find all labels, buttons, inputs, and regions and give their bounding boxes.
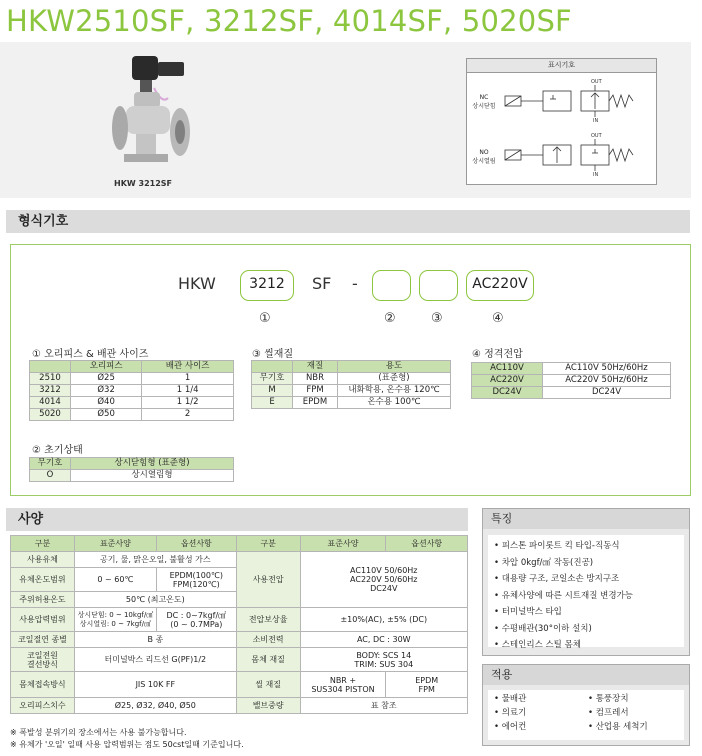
spec-line: 코일전원 xyxy=(26,650,58,660)
table-cell: 표 참조 xyxy=(300,698,467,714)
nc-label xyxy=(469,93,499,111)
feature-text: 피스톤 파이롯트 킥 타입-직동식 xyxy=(501,541,620,551)
table-cell: Ø40 xyxy=(71,397,142,409)
note-2: ※ 유체가 '오일' 일때 사용 압력범위는 점도 50cst일때 기준입니다. xyxy=(10,740,244,749)
feature-text: 스테인리스 스틸 몸체 xyxy=(501,640,582,650)
code-seal-box xyxy=(419,270,458,301)
table-row xyxy=(30,373,234,385)
initial-table xyxy=(29,457,234,482)
symbol-header: 표시기호 xyxy=(467,59,656,73)
table-row xyxy=(11,536,468,552)
product-caption: HKW 3212SF xyxy=(114,179,172,188)
list-item: • 수평배관(30°이하 설치) xyxy=(494,623,592,634)
table-cell: 1 xyxy=(142,373,234,385)
table-cell: 온수용 100℃ xyxy=(338,397,451,409)
table-cell: B 종 xyxy=(74,632,236,648)
features-list xyxy=(488,535,684,650)
page-title: HKW2510SF, 3212SF, 4014SF, 5020SF xyxy=(6,4,572,38)
table-cell: 전압보상율 xyxy=(236,608,300,632)
table-cell: 코일절연 종별 xyxy=(11,632,75,648)
table-cell: 몸체 재질 xyxy=(236,648,300,672)
no-label xyxy=(469,148,499,166)
table-row xyxy=(252,397,451,409)
nc-desc: 상시닫힘 xyxy=(472,103,496,110)
table-header: 구분 xyxy=(236,536,300,552)
table-cell: 무기호 xyxy=(30,458,71,470)
table-cell: 사용압력범위 xyxy=(11,608,75,632)
table-cell: Ø25 xyxy=(71,373,142,385)
spec-line: EPDM xyxy=(415,675,439,685)
spec-line: 결선방식 xyxy=(26,659,58,669)
table-cell: 밸브중량 xyxy=(236,698,300,714)
table-cell: DC24V xyxy=(472,387,543,399)
spec-line: 상시닫힘: 0 ~ 10kgf/㎠ xyxy=(77,610,154,619)
table-row xyxy=(252,385,451,397)
table-header: 옵션사항 xyxy=(156,536,236,552)
spec-line: FPM xyxy=(418,684,435,694)
table-row xyxy=(30,458,234,470)
code-initial-box xyxy=(372,270,411,301)
table-cell: (표준형) xyxy=(338,373,451,385)
table-cell: 0 ~ 60℃ xyxy=(74,568,156,592)
table-cell: AC110V 50Hz/60Hz xyxy=(543,363,671,375)
table-row xyxy=(11,698,468,714)
table-cell xyxy=(156,608,236,632)
spec-line: FPM(120℃) xyxy=(172,579,220,589)
valve-image xyxy=(110,54,200,176)
table-header: 구분 xyxy=(11,536,75,552)
table-cell xyxy=(300,552,467,608)
features-panel xyxy=(482,508,690,656)
table-row xyxy=(30,397,234,409)
table-header xyxy=(30,361,71,373)
table-cell: 내화학용, 온수용 120℃ xyxy=(338,385,451,397)
spec-line: 상시열림: 0 ~ 7kgf/㎠ xyxy=(79,619,151,628)
table-row xyxy=(11,608,468,632)
svg-text:IN: IN xyxy=(593,172,599,177)
table-header: 용도 xyxy=(338,361,451,373)
model-section-header: 형식기호 xyxy=(6,210,690,233)
table-row xyxy=(472,387,671,399)
list-item: • 스테인리스 스틸 몸체 xyxy=(494,640,582,650)
voltage-title: ④ 정격전압 xyxy=(472,349,523,360)
spec-line: (0 ~ 0.7MPa) xyxy=(170,619,223,629)
svg-text:OUT: OUT xyxy=(591,79,602,85)
svg-text:IN: IN xyxy=(593,118,599,123)
table-cell: 무기호 xyxy=(252,373,293,385)
code-voltage-box: AC220V xyxy=(466,270,534,301)
applications-panel xyxy=(482,664,690,746)
table-header: 오리피스 xyxy=(71,361,142,373)
table-row xyxy=(252,373,451,385)
table-row xyxy=(11,552,468,568)
table-header: 재질 xyxy=(293,361,338,373)
list-item: • 물배관 xyxy=(494,694,527,704)
table-cell: 몸체접속방식 xyxy=(11,672,75,698)
applications-header: 적용 xyxy=(483,665,689,685)
spec-table xyxy=(10,535,468,714)
table-cell xyxy=(156,568,236,592)
app-text: 통풍장치 xyxy=(595,694,629,704)
seal-title: ③ 씰재질 xyxy=(252,349,294,360)
no-code: NO xyxy=(479,149,489,156)
list-item: • 컴프레서 xyxy=(588,708,629,718)
spec-voltage-line: DC24V xyxy=(370,584,398,593)
table-cell: AC, DC : 30W xyxy=(300,632,467,648)
marker-1: ① xyxy=(259,311,271,326)
spec-header: 사양 xyxy=(6,508,468,531)
table-header: 표준사양 xyxy=(300,536,386,552)
no-symbol xyxy=(503,131,653,177)
spec-line: TRIM: SUS 304 xyxy=(354,659,414,669)
table-row xyxy=(30,409,234,421)
list-item: • 유체사양에 따른 시트재질 변경가능 xyxy=(494,590,633,601)
app-text: 산업용 세척기 xyxy=(595,722,648,732)
table-cell xyxy=(386,672,468,698)
feature-text: 수평배관(30°이하 설치) xyxy=(501,623,592,634)
table-cell: 터미널박스 리드선 G(PF)1/2 xyxy=(74,648,236,672)
marker-4: ④ xyxy=(492,311,504,326)
applications-list xyxy=(488,690,684,740)
table-cell: 씰 재질 xyxy=(236,672,300,698)
table-cell: 오리피스치수 xyxy=(11,698,75,714)
table-cell: M xyxy=(252,385,293,397)
table-cell: Ø50 xyxy=(71,409,142,421)
table-cell: 유체온도범위 xyxy=(11,568,75,592)
marker-2: ② xyxy=(384,311,396,326)
features-header: 특징 xyxy=(483,509,689,529)
table-row xyxy=(30,361,234,373)
table-cell: Ø32 xyxy=(71,385,142,397)
table-cell: 5020 xyxy=(30,409,71,421)
table-cell: 상시닫힘형 (표준형) xyxy=(71,458,234,470)
table-cell xyxy=(300,648,467,672)
table-cell xyxy=(300,672,386,698)
list-item: • 터미널박스 타입 xyxy=(494,607,562,617)
table-cell: Ø25, Ø32, Ø40, Ø50 xyxy=(74,698,236,714)
seal-table xyxy=(251,360,451,409)
table-cell xyxy=(74,608,156,632)
list-item: • 차압 0kgf/㎠ 작동(진공) xyxy=(494,557,594,568)
initial-title: ② 초기상태 xyxy=(32,445,83,456)
spec-line: BODY: SCS 14 xyxy=(356,650,412,660)
nc-code: NC xyxy=(479,94,489,101)
table-cell: NBR xyxy=(293,373,338,385)
table-cell: 주위허용온도 xyxy=(11,592,75,608)
code-sf: SF xyxy=(312,274,332,293)
list-item: • 통풍장치 xyxy=(588,694,629,704)
app-text: 의료기 xyxy=(501,708,527,718)
table-cell: 50℃ (최고온도) xyxy=(74,592,236,608)
table-cell: JIS 10K FF xyxy=(74,672,236,698)
feature-text: 차압 0kgf/㎠ 작동(진공) xyxy=(501,557,594,568)
code-dash: - xyxy=(352,274,358,293)
table-cell xyxy=(11,648,75,672)
table-cell: 2 xyxy=(142,409,234,421)
table-row xyxy=(472,363,671,375)
table-cell: EPDM xyxy=(293,397,338,409)
symbol-box xyxy=(466,58,657,185)
feature-text: 대용량 구조, 코일소손 방지구조 xyxy=(501,574,620,584)
orifice-title: ① 오리피스 & 배관 사이즈 xyxy=(32,349,149,360)
table-cell: E xyxy=(252,397,293,409)
spec-voltage-line: AC220V 50/60Hz xyxy=(350,575,418,584)
table-cell: FPM xyxy=(293,385,338,397)
table-row xyxy=(30,385,234,397)
table-header: 옵션사항 xyxy=(386,536,468,552)
app-text: 컴프레서 xyxy=(595,708,629,718)
table-row xyxy=(30,470,234,482)
orifice-table xyxy=(29,360,234,421)
table-cell: 상시열림형 xyxy=(71,470,234,482)
spec-voltage-line: AC110V 50/60Hz xyxy=(350,566,418,575)
voltage-table xyxy=(471,362,671,399)
list-item: • 산업용 세척기 xyxy=(588,722,648,732)
table-cell: 사용전압 xyxy=(236,552,300,608)
spec-line: SUS304 PISTON xyxy=(311,684,375,694)
note-1: ※ 폭발성 분위기의 장소에서는 사용 불가능합니다. xyxy=(10,728,187,737)
table-row xyxy=(472,375,671,387)
table-cell: 4014 xyxy=(30,397,71,409)
app-text: 에어컨 xyxy=(501,722,527,732)
table-row xyxy=(11,632,468,648)
table-cell: DC24V xyxy=(543,387,671,399)
table-header: 배관 사이즈 xyxy=(142,361,234,373)
spec-line: DC : 0~7kgf/㎠ xyxy=(166,610,227,620)
table-cell: 소비전력 xyxy=(236,632,300,648)
table-header: 표준사양 xyxy=(74,536,156,552)
table-cell: 공기, 물, 맑은오일, 불활성 가스 xyxy=(74,552,236,568)
table-cell: AC220V xyxy=(472,375,543,387)
table-cell: 사용유체 xyxy=(11,552,75,568)
table-cell: AC220V 50Hz/60Hz xyxy=(543,375,671,387)
svg-text:OUT: OUT xyxy=(591,133,602,139)
feature-text: 터미널박스 타입 xyxy=(501,607,562,617)
nc-symbol xyxy=(503,77,653,123)
table-cell: O xyxy=(30,470,71,482)
no-desc: 상시열림 xyxy=(472,158,496,165)
table-cell: 3212 xyxy=(30,385,71,397)
code-size-box: 3212 xyxy=(240,270,294,301)
table-cell: 1 1/2 xyxy=(142,397,234,409)
table-cell: 2510 xyxy=(30,373,71,385)
feature-text: 유체사양에 따른 시트재질 변경가능 xyxy=(501,590,633,601)
list-item: • 에어컨 xyxy=(494,722,527,732)
spec-line: EPDM(100℃) xyxy=(169,570,224,580)
list-item: • 피스톤 파이롯트 킥 타입-직동식 xyxy=(494,541,620,551)
table-cell: ±10%(AC), ±5% (DC) xyxy=(300,608,467,632)
table-cell: AC110V xyxy=(472,363,543,375)
table-row xyxy=(11,672,468,698)
app-text: 물배관 xyxy=(501,694,527,704)
list-item: • 대용량 구조, 코일소손 방지구조 xyxy=(494,574,620,584)
marker-3: ③ xyxy=(431,311,443,326)
table-cell: 1 1/4 xyxy=(142,385,234,397)
code-prefix: HKW xyxy=(178,274,216,293)
table-header xyxy=(252,361,293,373)
list-item: • 의료기 xyxy=(494,708,527,718)
table-row xyxy=(11,648,468,672)
table-row xyxy=(252,361,451,373)
spec-line: NBR + xyxy=(329,675,357,685)
